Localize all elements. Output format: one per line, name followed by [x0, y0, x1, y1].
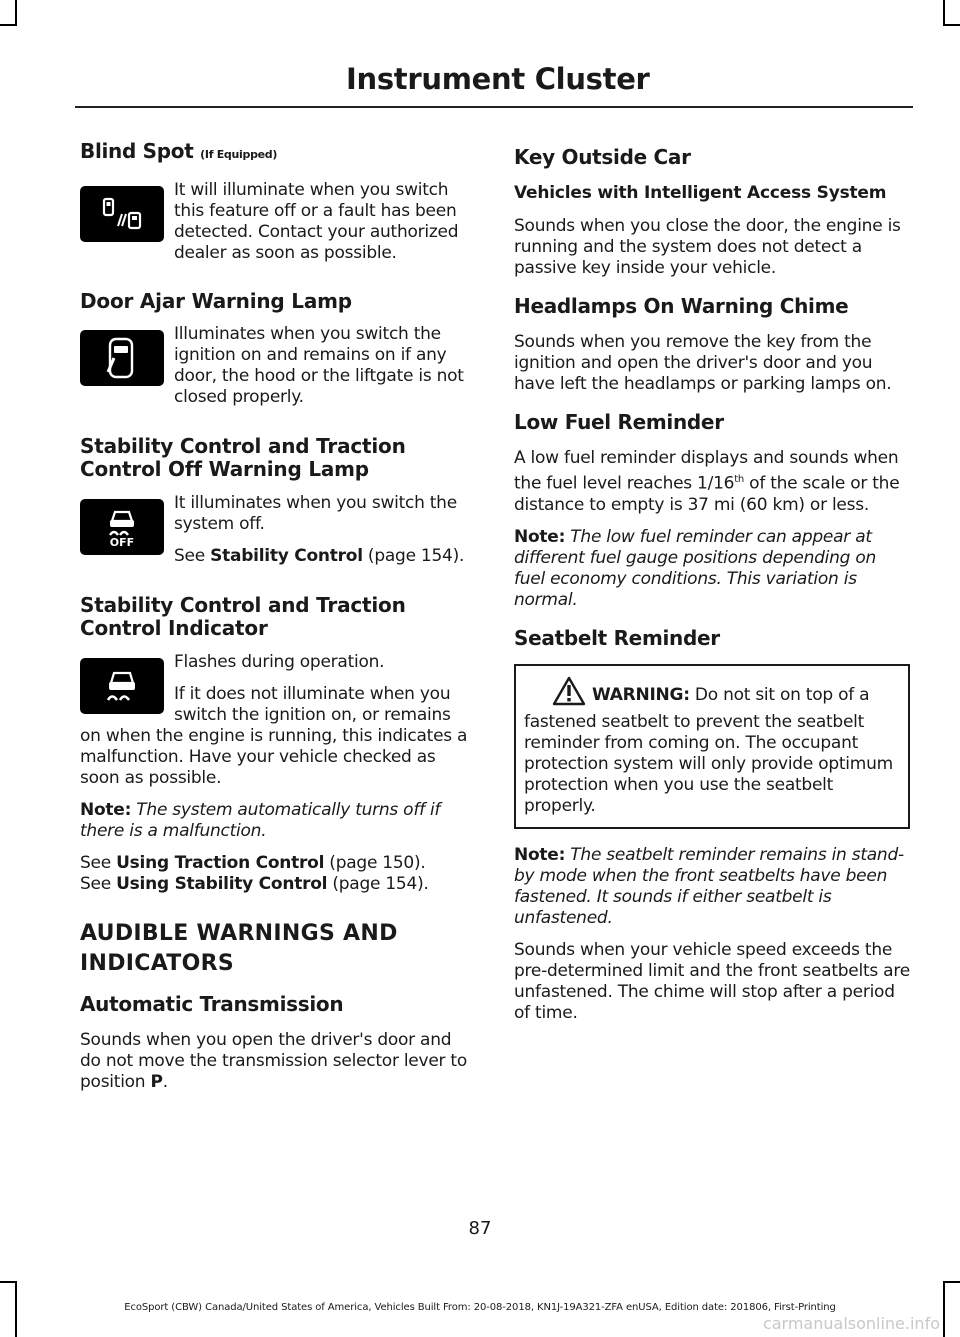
door-ajar-text: Illuminates when you switch the ignition on and remains on if any door, the hood or the liftgate is not closed properly.: [174, 324, 464, 407]
note-label: Note:: [80, 800, 132, 820]
blind-spot-text: It will illuminate when you switch this feature off or a fault has been detected. Contact your authorized dealer as soon as possible.: [174, 180, 459, 263]
blind-spot-icon: [80, 186, 164, 242]
crop-mark-top-right: [943, 0, 945, 26]
low-fuel-text-pre: A low fuel reminder displays and sounds when the fuel level reaches 1/16: [514, 448, 899, 494]
page-title: Instrument Cluster: [346, 62, 650, 96]
note-label: Note:: [514, 526, 566, 547]
warning-label: WARNING:: [592, 684, 690, 705]
low-fuel-note: [514, 527, 910, 611]
transmission-text: Sounds when you open the driver's door and do not move the transmission selector lever to position: [80, 1030, 467, 1092]
low-fuel-text-post: of the scale or the distance to empty is 37 mi (60 km) or less.: [514, 473, 900, 515]
period: .: [162, 1072, 168, 1092]
door-ajar-icon: [80, 330, 164, 386]
page-ref: (page 154).: [362, 546, 465, 566]
note-text: The low fuel reminder can appear at different fuel gauge positions depending on fuel economy conditions. This variation is normal.: [514, 526, 876, 610]
header-divider: [75, 106, 913, 108]
page-number: 87: [468, 1218, 492, 1239]
watermark: carmanualsonline.info: [762, 1314, 940, 1333]
crop-mark-top-left: [15, 0, 17, 26]
page-ref: (page 150).: [324, 853, 426, 873]
seatbelt-heading: Seatbelt Reminder: [514, 625, 720, 650]
blind-spot-section: [80, 180, 476, 275]
traction-see-refs: [80, 853, 476, 895]
left-column: [80, 140, 476, 1104]
see-text: See: [80, 853, 117, 873]
position-p: P: [150, 1072, 163, 1092]
warning-triangle-icon: [552, 676, 586, 712]
stability-indicator-text2: If it does not illuminate when you switch the ignition on, or remains on when the engine is running, this indicates a malfunction. Have your vehicle checked as soon as possible.: [80, 684, 468, 788]
note-label: Note:: [514, 844, 566, 865]
key-outside-text: Sounds when you close the door, the engine is running and the system does not detect a passive key inside your vehicle.: [514, 216, 901, 278]
blind-spot-heading: [80, 140, 476, 166]
audible-warnings-heading: [80, 919, 476, 979]
page-ref: (page 154).: [327, 874, 429, 894]
stability-off-text: It illuminates when you switch the system off.: [174, 493, 457, 534]
warning-text: [524, 676, 900, 817]
stability-indicator-section: [80, 652, 476, 800]
automatic-transmission-heading: Automatic Transmission: [80, 992, 344, 1016]
audible-heading-line2: INDICATORS: [80, 951, 235, 976]
see-text: See: [80, 874, 117, 894]
warning-body: Do not sit on top of a fastened seatbelt to prevent the seatbelt reminder from coming on. The occupant protection system will only provide optimum protection when you use the seatbelt properly.: [524, 684, 893, 816]
stability-control-icon: [80, 658, 164, 714]
blind-spot-title: Blind Spot: [80, 139, 194, 163]
stability-control-link[interactable]: Stability Control: [210, 546, 363, 566]
stability-note: [80, 800, 476, 842]
stability-control-off-icon: [80, 499, 164, 555]
seatbelt-note: [514, 845, 910, 929]
warning-box: [514, 664, 910, 829]
off-label: OFF: [109, 535, 135, 549]
if-equipped-qualifier: (If Equipped): [200, 148, 278, 161]
note-text: The seatbelt reminder remains in stand-by mode when the front seatbelts have been fastened. It sounds if either seatbelt is unfastened.: [514, 844, 904, 928]
door-ajar-section: [80, 324, 476, 419]
stability-indicator-heading: Stability Control and Traction Control Indicator: [80, 593, 406, 640]
stability-off-heading: Stability Control and Traction Control Off Warning Lamp: [80, 434, 406, 481]
crop-mark-bottom-left-h: [0, 1281, 17, 1283]
headlamps-heading: Headlamps On Warning Chime: [514, 294, 849, 318]
crop-mark-top-left-h: [0, 24, 17, 26]
stability-off-section: [80, 493, 476, 578]
right-column: [514, 140, 910, 1035]
key-outside-heading: Key Outside Car: [514, 145, 691, 169]
note-text: The system automatically turns off if there is a malfunction.: [80, 800, 441, 841]
intelligent-access-subheading: Vehicles with Intelligent Access System: [514, 183, 887, 203]
superscript-th: th: [734, 474, 745, 485]
footer-line: EcoSport (CBW) Canada/United States of America, Vehicles Built From: 20-08-2018, KN1J-19A321-ZFA enUSA, Edition date: 201806, First-Printing: [124, 1302, 836, 1313]
using-traction-control-link[interactable]: Using Traction Control: [116, 853, 325, 873]
crop-mark-bottom-right-h: [943, 1281, 960, 1283]
see-text: See: [174, 546, 211, 566]
stability-indicator-text1: Flashes during operation.: [174, 652, 385, 672]
headlamps-text: Sounds when you remove the key from the ignition and open the driver's door and you have left the headlamps or parking lamps on.: [514, 332, 892, 394]
automatic-transmission-text: [80, 1030, 476, 1093]
low-fuel-heading: Low Fuel Reminder: [514, 410, 724, 434]
door-ajar-heading: Door Ajar Warning Lamp: [80, 289, 352, 313]
crop-mark-top-right-h: [943, 24, 960, 26]
audible-heading-line1: AUDIBLE WARNINGS AND: [80, 921, 398, 946]
low-fuel-text: [514, 448, 910, 516]
using-stability-control-link[interactable]: Using Stability Control: [116, 874, 328, 894]
seatbelt-text: Sounds when your vehicle speed exceeds the pre-determined limit and the front seatbelts are unfastened. The chime will stop after a period of time.: [514, 939, 910, 1023]
